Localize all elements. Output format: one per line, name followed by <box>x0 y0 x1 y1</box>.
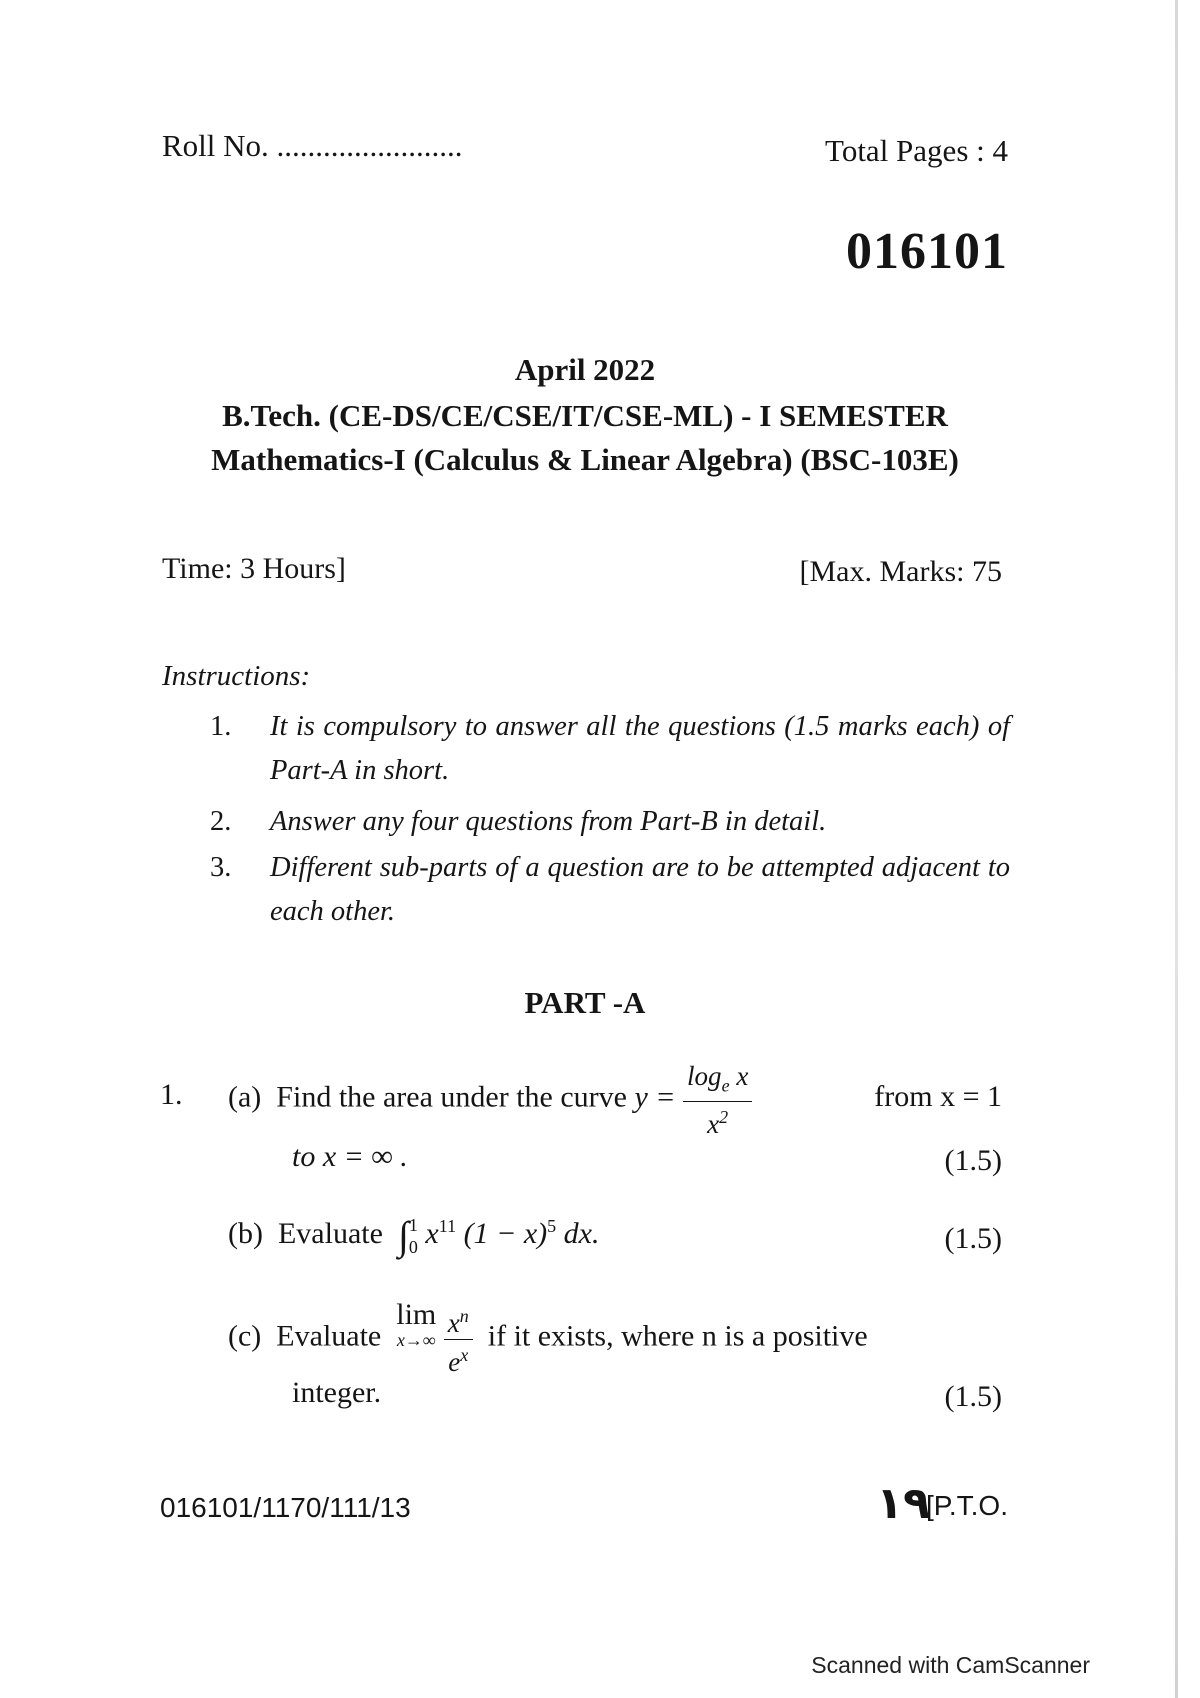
sub-label: (b) <box>228 1217 263 1250</box>
pto-label: [P.T.O. <box>926 1490 1008 1521</box>
num-power: n <box>459 1306 469 1326</box>
roll-label: Roll No. <box>162 128 269 163</box>
course-title: B.Tech. (CE-DS/CE/CSE/IT/CSE-ML) - I SEMESTER <box>222 398 948 433</box>
denominator <box>683 1102 752 1139</box>
subject-title: Mathematics-I (Calculus & Linear Algebra) (BSC-103E) <box>211 442 959 477</box>
integrand-x: x <box>425 1217 439 1250</box>
log-arg: x <box>736 1061 749 1091</box>
instruction-text: Different sub-parts of a question are to be attempted adjacent to each other. <box>270 852 1010 927</box>
question-continuation: integer. <box>292 1376 382 1409</box>
numerator <box>444 1300 473 1340</box>
page-edge-shadow <box>1175 0 1178 1698</box>
numerator <box>683 1060 752 1102</box>
differential: dx. <box>563 1217 600 1250</box>
power-5: 5 <box>547 1216 557 1236</box>
instruction-number: 3. <box>210 852 232 883</box>
integral-sign: ∫ <box>397 1213 409 1258</box>
fraction <box>444 1300 473 1377</box>
instruction-item <box>210 705 1010 797</box>
question-tail: if it exists, where n is a positive <box>487 1319 868 1353</box>
equation-lhs: y = <box>634 1080 676 1114</box>
marks-1c: (1.5) <box>944 1380 1002 1413</box>
instruction-text: It is compulsory to answer all the questions (1.5 marks each) of Part-A in short. <box>270 711 1010 786</box>
instruction-item <box>210 846 1010 938</box>
integral-lower: 0 <box>408 1237 418 1258</box>
integral-upper: 1 <box>408 1215 418 1236</box>
instruction-item <box>210 800 1010 846</box>
sub-label: (a) <box>228 1080 262 1114</box>
paper-code: 016101 <box>846 223 1008 280</box>
instruction-number: 1. <box>210 711 232 742</box>
denom-base: e <box>448 1347 461 1377</box>
handwritten-mark: ۱۹ <box>876 1478 930 1529</box>
question-1b <box>228 1212 948 1259</box>
max-marks: [Max. Marks: 75 <box>799 555 1002 588</box>
question-text: Evaluate <box>277 1217 383 1250</box>
roll-dots: ........................ <box>276 128 463 163</box>
question-text: Find the area under the curve <box>276 1080 627 1114</box>
sub-label: (c) <box>228 1319 262 1353</box>
denominator <box>444 1340 473 1377</box>
marks-1a: (1.5) <box>944 1144 1002 1177</box>
total-pages: Total Pages : 4 <box>825 133 1008 168</box>
denom-power: x <box>460 1345 469 1365</box>
roll-number-field <box>162 128 463 164</box>
time-allowed: Time: 3 Hours] <box>162 552 346 585</box>
power-11: 11 <box>438 1216 457 1236</box>
denom-var: x <box>707 1109 720 1140</box>
marks-1b: (1.5) <box>944 1222 1002 1255</box>
question-number: 1. <box>160 1078 183 1111</box>
scanner-watermark: Scanned with CamScanner <box>811 1652 1090 1678</box>
log-base: e <box>721 1075 730 1096</box>
instruction-number: 2. <box>210 806 232 837</box>
footer-code: 016101/1170/111/13 <box>160 1492 411 1523</box>
question-text: Evaluate <box>276 1319 382 1353</box>
log-text: log <box>687 1061 722 1091</box>
limit <box>396 1300 436 1350</box>
instruction-text: Answer any four questions from Part-B in detail. <box>270 806 827 837</box>
part-a-heading: PART -A <box>524 985 646 1020</box>
fraction <box>683 1060 752 1139</box>
lim-under: x→∞ <box>396 1330 436 1350</box>
question-1c <box>228 1300 1008 1377</box>
num-var: x <box>447 1308 460 1338</box>
denom-power: 2 <box>719 1107 729 1128</box>
range-end: to x = ∞ . <box>292 1140 408 1173</box>
integrand-term: (1 − x) <box>463 1217 548 1250</box>
exam-month-year: April 2022 <box>514 352 656 387</box>
instructions-heading: Instructions: <box>162 660 311 692</box>
range-start: from x = 1 <box>874 1080 1002 1113</box>
lim-text: lim <box>396 1298 437 1331</box>
